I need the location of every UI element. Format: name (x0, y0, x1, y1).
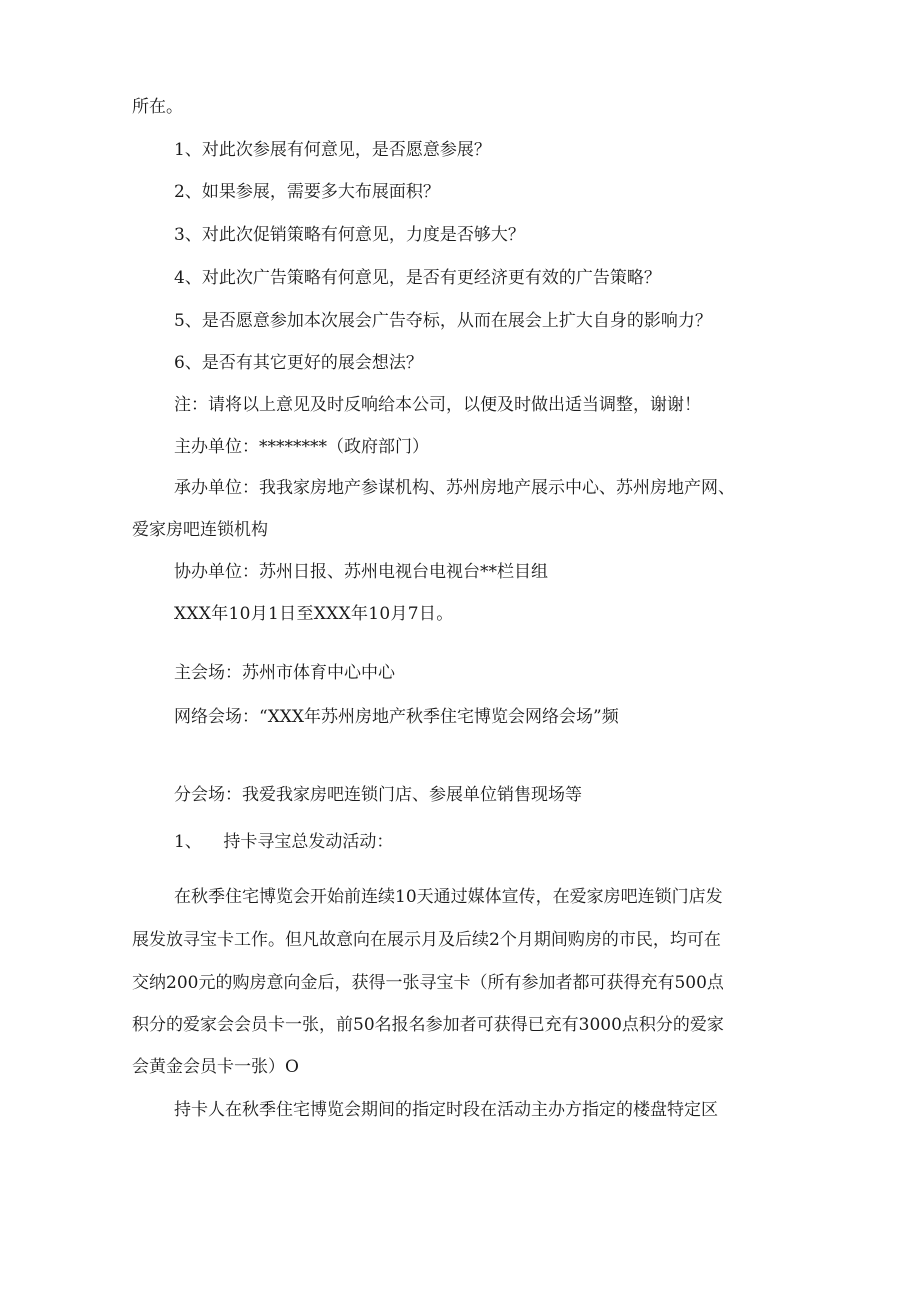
date-line: XXX年10月1日至XXX年10月7日。 (174, 604, 454, 624)
question-item-6: 6、是否有其它更好的展会想法？ (174, 353, 423, 373)
co-organizer-line: 协办单位：苏州日报、苏州电视台电视台**栏目组 (174, 562, 548, 582)
main-venue-line: 主会场：苏州市体育中心中心 (174, 663, 395, 683)
question-item-4: 4、对此次广告策略有何意见，是否有更经济更有效的广告策略？ (174, 268, 661, 288)
question-item-5: 5、是否愿意参加本次展会广告夺标，从而在展会上扩大自身的影响力？ (174, 311, 712, 331)
host-line: 承办单位：我我家房地产参谋机构、苏州房地产展示中心、苏州房地产网、 (174, 478, 735, 498)
question-item-3: 3、对此次促销策略有何意见，力度是否够大？ (174, 225, 525, 245)
body-paragraph-line: 在秋季住宅博览会开始前连续10天通过媒体宣传，在爱家房吧连锁门店发 (174, 887, 723, 907)
organizer-line: 主办单位：********（政府部门） (174, 437, 429, 457)
host-line-continued: 爱家房吧连锁机构 (132, 520, 268, 540)
body-paragraph-line: 积分的爱家会会员卡一张，前50名报名参加者可获得已充有3000点积分的爱家 (132, 1015, 724, 1035)
note-line: 注：请将以上意见及时反响给本公司，以便及时做出适当调整，谢谢！ (174, 395, 701, 415)
body-paragraph-line: 持卡人在秋季住宅博览会期间的指定时段在活动主办方指定的楼盘特定区 (174, 1100, 718, 1120)
question-item-2: 2、如果参展，需要多大布展面积？ (174, 182, 440, 202)
body-paragraph-line: 会黄金会员卡一张）O (132, 1057, 299, 1077)
paragraph-line: 所在。 (132, 97, 183, 117)
online-venue-line: 网络会场：“XXX年苏州房地产秋季住宅博览会网络会场”频 (174, 707, 619, 727)
body-paragraph-line: 展发放寻宝卡工作。但凡故意向在展示月及后续2个月期间购房的市民，均可在 (132, 930, 721, 950)
branch-venue-line: 分会场：我爱我家房吧连锁门店、参展单位销售现场等 (174, 785, 582, 805)
body-paragraph-line: 交纳200元的购房意向金后，获得一张寻宝卡（所有参加者都可获得充有500点 (132, 973, 724, 993)
activity-heading: 1、 持卡寻宝总发动活动： (174, 832, 394, 852)
question-item-1: 1、对此次参展有何意见，是否愿意参展？ (174, 140, 491, 160)
